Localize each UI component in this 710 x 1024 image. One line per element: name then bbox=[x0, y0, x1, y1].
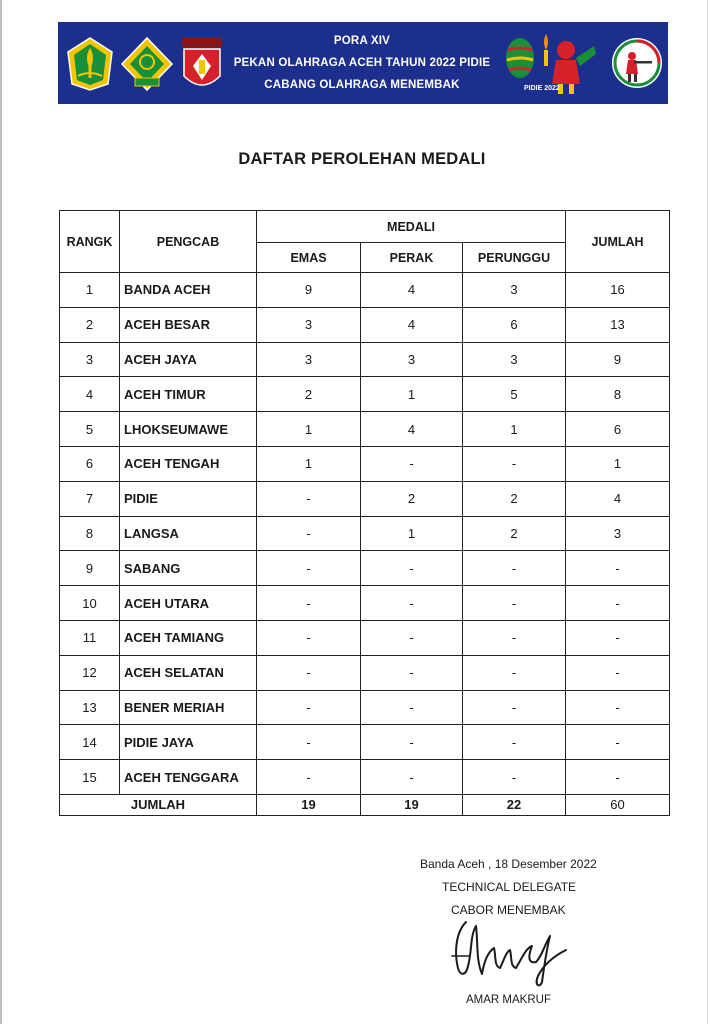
cell-jumlah: 8 bbox=[566, 377, 670, 412]
table-row bbox=[60, 412, 670, 447]
shooting-sport-logo-icon bbox=[610, 36, 664, 90]
cell-pengcab: PIDIE JAYA bbox=[120, 725, 257, 760]
cell-rank: 13 bbox=[60, 690, 120, 725]
cell-perunggu: - bbox=[463, 551, 566, 586]
cell-perak: 4 bbox=[361, 307, 463, 342]
cell-pengcab: ACEH BESAR bbox=[120, 307, 257, 342]
cell-emas: 1 bbox=[257, 446, 361, 481]
cell-jumlah: 9 bbox=[566, 342, 670, 377]
table-row bbox=[60, 620, 670, 655]
cell-pengcab: LHOKSEUMAWE bbox=[120, 412, 257, 447]
cell-emas: - bbox=[257, 551, 361, 586]
cell-pengcab: ACEH SELATAN bbox=[120, 655, 257, 690]
cell-perak: - bbox=[361, 551, 463, 586]
total-label: JUMLAH bbox=[60, 794, 257, 815]
koni-aceh-logo-icon bbox=[120, 36, 174, 92]
cell-jumlah: 13 bbox=[566, 307, 670, 342]
cell-perak: 2 bbox=[361, 481, 463, 516]
cell-perak: - bbox=[361, 760, 463, 795]
table-row bbox=[60, 342, 670, 377]
cell-perak: 1 bbox=[361, 516, 463, 551]
cell-pengcab: ACEH UTARA bbox=[120, 586, 257, 621]
table-row bbox=[60, 586, 670, 621]
total-row bbox=[60, 794, 670, 815]
cell-jumlah: 1 bbox=[566, 446, 670, 481]
cell-emas: - bbox=[257, 690, 361, 725]
header-pengcab: PENGCAB bbox=[120, 211, 257, 273]
table-row bbox=[60, 307, 670, 342]
cell-perak: 4 bbox=[361, 273, 463, 308]
cell-rank: 15 bbox=[60, 760, 120, 795]
cell-jumlah: - bbox=[566, 655, 670, 690]
cell-jumlah: 16 bbox=[566, 273, 670, 308]
cell-jumlah: - bbox=[566, 620, 670, 655]
signature-place-date: Banda Aceh , 18 Desember 2022 bbox=[420, 857, 597, 871]
cell-perunggu: - bbox=[463, 446, 566, 481]
cell-pengcab: SABANG bbox=[120, 551, 257, 586]
total-jumlah: 60 bbox=[566, 794, 670, 815]
table-row bbox=[60, 690, 670, 725]
cell-perak: - bbox=[361, 620, 463, 655]
header-medali: MEDALI bbox=[257, 211, 566, 243]
cell-perunggu: - bbox=[463, 586, 566, 621]
total-perunggu: 22 bbox=[463, 794, 566, 815]
cell-perunggu: - bbox=[463, 620, 566, 655]
cell-rank: 1 bbox=[60, 273, 120, 308]
cell-rank: 7 bbox=[60, 481, 120, 516]
banner-line-2: PEKAN OLAHRAGA ACEH TAHUN 2022 PIDIE bbox=[233, 57, 491, 69]
cell-perunggu: 2 bbox=[463, 516, 566, 551]
cell-jumlah: 4 bbox=[566, 481, 670, 516]
cell-perunggu: 3 bbox=[463, 273, 566, 308]
cell-perunggu: 6 bbox=[463, 307, 566, 342]
table-row bbox=[60, 446, 670, 481]
cell-rank: 8 bbox=[60, 516, 120, 551]
cell-emas: 3 bbox=[257, 307, 361, 342]
cell-pengcab: ACEH JAYA bbox=[120, 342, 257, 377]
cell-pengcab: LANGSA bbox=[120, 516, 257, 551]
cell-perunggu: - bbox=[463, 655, 566, 690]
page-title: DAFTAR PEROLEHAN MEDALI bbox=[238, 150, 486, 168]
table-row bbox=[60, 481, 670, 516]
header-perunggu: PERUNGGU bbox=[463, 243, 566, 273]
mascot-caption: PIDIE 2022 bbox=[524, 85, 560, 92]
table-row bbox=[60, 725, 670, 760]
cell-pengcab: PIDIE bbox=[120, 481, 257, 516]
aceh-province-logo-icon bbox=[64, 36, 116, 92]
cell-rank: 6 bbox=[60, 446, 120, 481]
header-emas: EMAS bbox=[257, 243, 361, 273]
cell-rank: 2 bbox=[60, 307, 120, 342]
cell-rank: 14 bbox=[60, 725, 120, 760]
cell-emas: 1 bbox=[257, 412, 361, 447]
table-row bbox=[60, 655, 670, 690]
cell-jumlah: 3 bbox=[566, 516, 670, 551]
cell-emas: - bbox=[257, 655, 361, 690]
total-emas: 19 bbox=[257, 794, 361, 815]
handwritten-signature bbox=[448, 912, 588, 992]
header-rank: RANGK bbox=[60, 211, 120, 273]
cell-emas: - bbox=[257, 620, 361, 655]
cell-rank: 5 bbox=[60, 412, 120, 447]
cell-perunggu: 2 bbox=[463, 481, 566, 516]
cell-perak: - bbox=[361, 446, 463, 481]
cell-jumlah: - bbox=[566, 760, 670, 795]
header-jumlah: JUMLAH bbox=[566, 211, 670, 273]
perbakin-logo-icon bbox=[180, 36, 224, 94]
cell-perunggu: 5 bbox=[463, 377, 566, 412]
cell-jumlah: - bbox=[566, 586, 670, 621]
cell-perak: - bbox=[361, 586, 463, 621]
banner-line-1: PORA XIV bbox=[333, 35, 391, 47]
cell-jumlah: - bbox=[566, 551, 670, 586]
cell-perak: - bbox=[361, 725, 463, 760]
cell-rank: 3 bbox=[60, 342, 120, 377]
medal-table bbox=[59, 210, 670, 816]
cell-perunggu: 1 bbox=[463, 412, 566, 447]
cell-emas: - bbox=[257, 760, 361, 795]
cell-rank: 11 bbox=[60, 620, 120, 655]
banner-line-3: CABANG OLAHRAGA MENEMBAK bbox=[264, 79, 460, 91]
cell-pengcab: BENER MERIAH bbox=[120, 690, 257, 725]
total-perak: 19 bbox=[361, 794, 463, 815]
cell-rank: 4 bbox=[60, 377, 120, 412]
cell-perunggu: 3 bbox=[463, 342, 566, 377]
cell-jumlah: - bbox=[566, 725, 670, 760]
cell-pengcab: BANDA ACEH bbox=[120, 273, 257, 308]
cell-jumlah: 6 bbox=[566, 412, 670, 447]
table-row bbox=[60, 273, 670, 308]
signature-name: AMAR MAKRUF bbox=[466, 994, 551, 1006]
table-row bbox=[60, 516, 670, 551]
cell-perak: - bbox=[361, 655, 463, 690]
signature-role-2: CABOR MENEMBAK bbox=[451, 903, 566, 917]
cell-perak: 1 bbox=[361, 377, 463, 412]
cell-perunggu: - bbox=[463, 760, 566, 795]
cell-pengcab: ACEH TENGAH bbox=[120, 446, 257, 481]
cell-emas: 3 bbox=[257, 342, 361, 377]
cell-perunggu: - bbox=[463, 690, 566, 725]
cell-jumlah: - bbox=[566, 690, 670, 725]
cell-emas: 9 bbox=[257, 273, 361, 308]
cell-rank: 12 bbox=[60, 655, 120, 690]
cell-emas: - bbox=[257, 481, 361, 516]
cell-rank: 10 bbox=[60, 586, 120, 621]
cell-perunggu: - bbox=[463, 725, 566, 760]
table-row bbox=[60, 551, 670, 586]
table-row bbox=[60, 760, 670, 795]
table-row bbox=[60, 377, 670, 412]
cell-pengcab: ACEH TIMUR bbox=[120, 377, 257, 412]
banner-text bbox=[228, 30, 496, 96]
cell-emas: - bbox=[257, 725, 361, 760]
cell-emas: - bbox=[257, 516, 361, 551]
cell-perak: 3 bbox=[361, 342, 463, 377]
cell-pengcab: ACEH TAMIANG bbox=[120, 620, 257, 655]
cell-perak: 4 bbox=[361, 412, 463, 447]
cell-emas: - bbox=[257, 586, 361, 621]
header-perak: PERAK bbox=[361, 243, 463, 273]
pora-pidie-mascot-icon bbox=[504, 28, 600, 100]
cell-pengcab: ACEH TENGGARA bbox=[120, 760, 257, 795]
header-banner bbox=[58, 22, 668, 104]
cell-perak: - bbox=[361, 690, 463, 725]
cell-emas: 2 bbox=[257, 377, 361, 412]
signature-role-1: TECHNICAL DELEGATE bbox=[442, 880, 577, 894]
cell-rank: 9 bbox=[60, 551, 120, 586]
